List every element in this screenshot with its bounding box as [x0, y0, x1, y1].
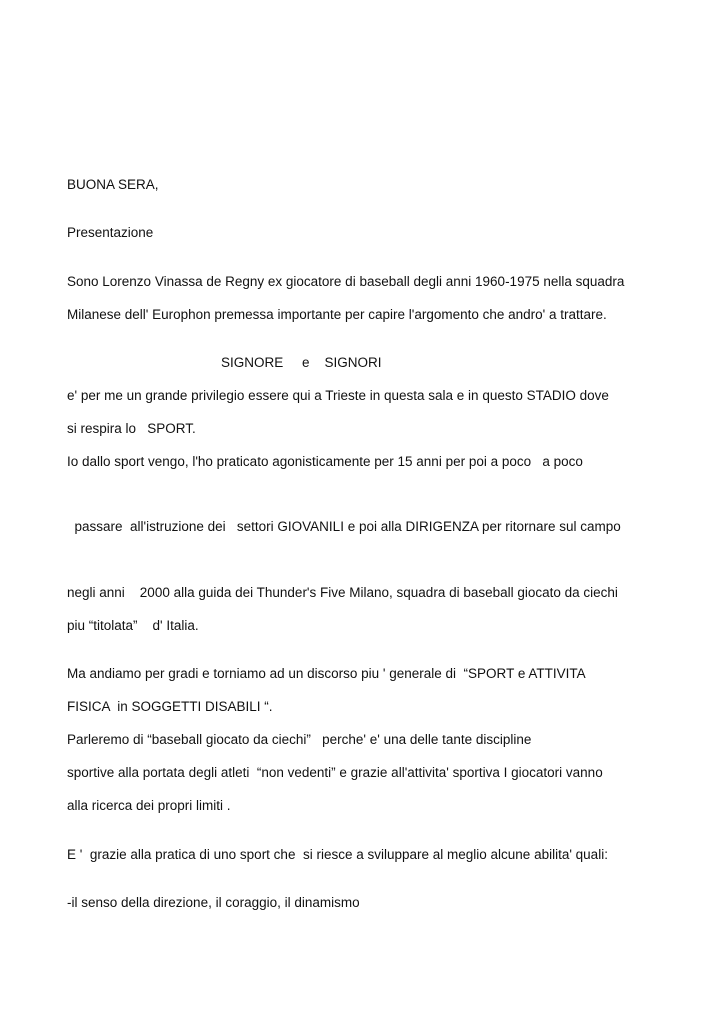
body-line: piu “titolata” d' Italia.: [67, 618, 199, 633]
body-line: Parleremo di “baseball giocato da ciechi” perche' e' una delle tante discipline: [67, 732, 532, 747]
list-item-line: -il senso della direzione, il coraggio, il dinamismo: [67, 895, 360, 910]
body-line: alla ricerca dei propri limiti .: [67, 798, 231, 813]
body-line: passare all'istruzione dei settori GIOVANILI e poi alla DIRIGENZA per ritornare sul campo: [67, 519, 621, 534]
body-line: Milanese dell' Europhon premessa importante per capire l'argomento che andro' a trattare.: [67, 307, 607, 322]
body-line: E ' grazie alla pratica di uno sport che si riesce a sviluppare al meglio alcune abilita' quali:: [67, 847, 608, 862]
salutation-line: SIGNORE e SIGNORI: [221, 355, 382, 370]
greeting-line: BUONA SERA,: [67, 177, 159, 192]
body-line: Sono Lorenzo Vinassa de Regny ex giocatore di baseball degli anni 1960-1975 nella squadra: [67, 274, 625, 289]
body-line: FISICA in SOGGETTI DISABILI “.: [67, 699, 273, 714]
body-line: e' per me un grande privilegio essere qui a Trieste in questa sala e in questo STADIO dove: [67, 388, 609, 403]
body-line: si respira lo SPORT.: [67, 421, 196, 436]
body-line: Ma andiamo per gradi e torniamo ad un discorso piu ' generale di “SPORT e ATTIVITA: [67, 666, 586, 681]
section-heading: Presentazione: [67, 225, 154, 240]
body-line: sportive alla portata degli atleti “non vedenti” e grazie all'attivita' sportiva I giocatori vanno: [67, 765, 603, 780]
body-line: Io dallo sport vengo, l'ho praticato agonisticamente per 15 anni per poi a poco a poco: [67, 454, 583, 469]
body-line: negli anni 2000 alla guida dei Thunder's Five Milano, squadra di baseball giocato da ciechi: [67, 585, 618, 600]
